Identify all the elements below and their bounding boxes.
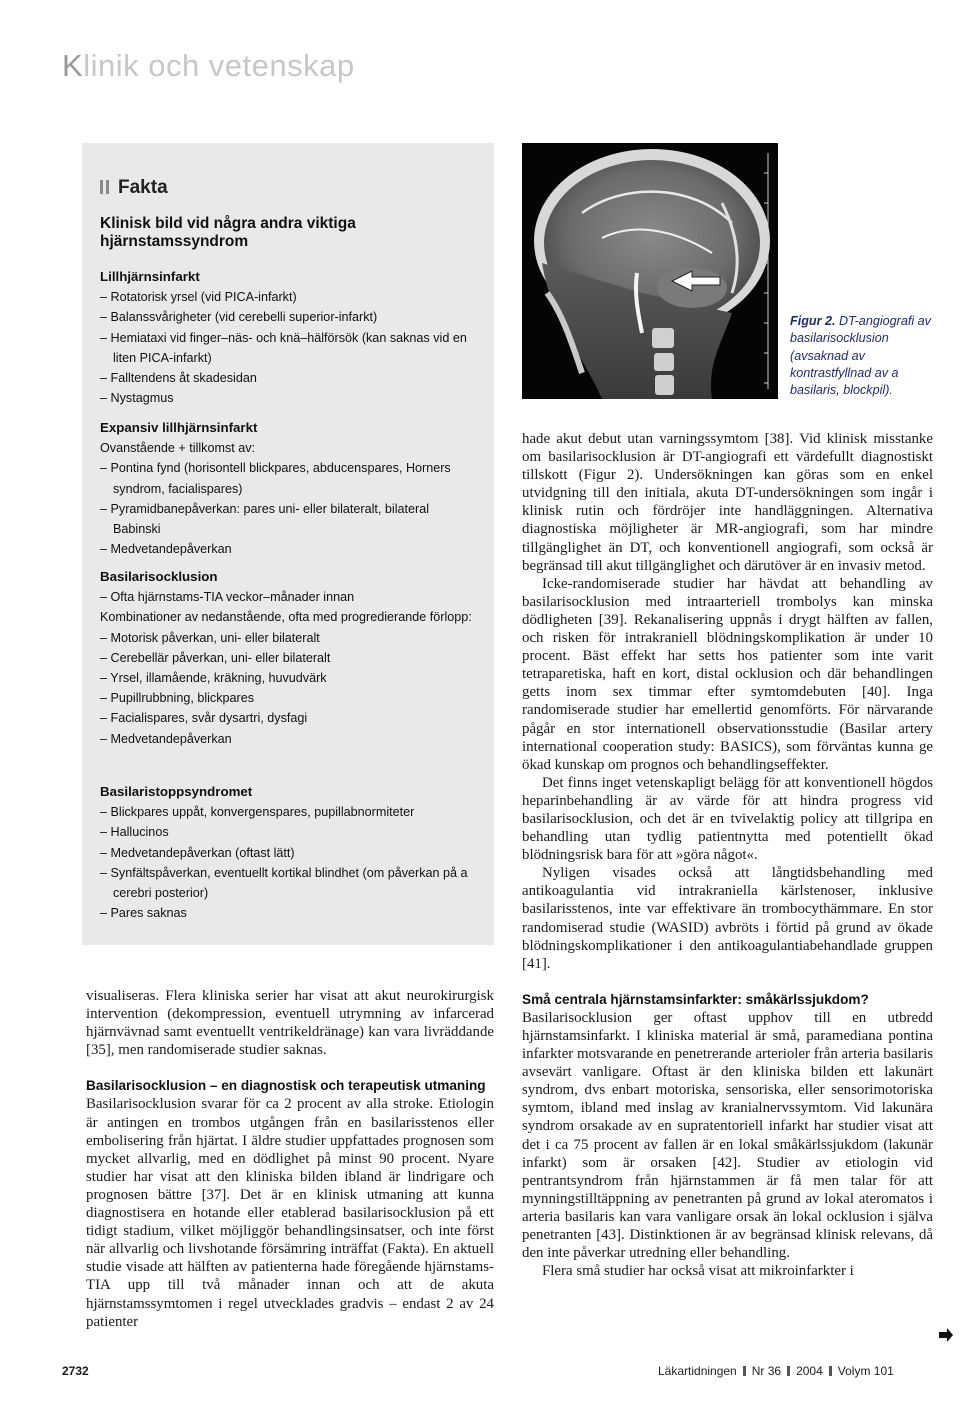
fact-section-heading: Expansiv lillhjärnsinfarkt (100, 420, 258, 435)
subheading: Små centrala hjärnstamsinfarkter: småkärlssjukdom? (522, 991, 869, 1007)
fact-label-text: Fakta (118, 177, 168, 198)
list-item: – Hallucinos (100, 822, 485, 842)
paragraph: Det finns inget vetenskapligt belägg för att konventionell högdos heparinbehandling är av värde för att hindra progress vid basilarisocklusion, och det är en tvivelaktig policy att tillgripa en behandling utan tydlig patientnytta med potentiellt ökad blödningsrisk bara för att »göra något«. (522, 774, 933, 864)
left-column-text (86, 987, 494, 1331)
separator (829, 1366, 832, 1376)
journal-footer (658, 1364, 894, 1378)
volume: Volym 101 (837, 1364, 894, 1378)
continue-arrow-icon (938, 1327, 954, 1343)
paragraph: visualiseras. Flera kliniska serier har visat att akut neurokirurgisk intervention (dekompression, eventuell utrymning av infarcerad hjärnvävnad samt eventuellt ventrikeldränage) kan vara livräddande [35], men randomiserade studier saknas. (86, 988, 494, 1059)
ct-angiography-image (522, 143, 778, 399)
figure-caption-text: DT-angiografi av basilarisocklusion (avsaknad av kontrastfyllnad av a basilaris, blockpil). (790, 314, 931, 398)
list-item: – Pupillrubbning, blickpares (100, 688, 485, 708)
list-item: – Hemiataxi vid finger–näs- och knä–hälförsök (kan saknas vid en liten PICA-infarkt) (100, 328, 468, 368)
fact-section-intro: Ovanstående + tillkomst av: (100, 441, 256, 456)
issue-number: Nr 36 (751, 1364, 782, 1378)
ct-scan-illustration (522, 143, 778, 399)
list-item: – Nystagmus (100, 388, 485, 408)
separator (743, 1366, 746, 1376)
list-item: – Facialispares, svår dysartri, dysfagi (100, 708, 485, 728)
paragraph: Basilarisocklusion svarar för ca 2 procent av alla stroke. Etiologin är antingen en trombos utgången från en basilarisstenos eller embolisering från hjärtat. I äldre studier uppfattades prognosen som mycket allvarlig, med en dödlighet på minst 90 procent. Nyare studier har visat att den kliniska bilden ibland är lindrigare och prognosen bättre [37]. Det är en klinisk utmaning att kunna diagnostisera en hotande eller etablerad basilarisocklusion på ett tidigt stadium, vilket möjliggör behandlingsinsatser, och inte först när allvarlig och livshotande försämring inträffat (Fakta). En aktuell studie visade att hälften av patienterna hade föregående hjärnstams-TIA upp till två månader innan och att de akuta hjärnstamssymtomen i regel utvecklades gradvis – endast 2 av 24 patienter (86, 1096, 494, 1330)
fact-section-basilaristopp (100, 782, 485, 923)
paragraph: Nyligen visades också att långtidsbehandling med antikoagulantia vid intrakraniella kärlstenoser, inklusive basilarisstenos, inte var effektivare än trombocythämmare. En stor randomiserad studie (WASID) avbröts i förtid på grund av ökade blödningskomplikationer i den antikoagulantiabehandlade gruppen [41]. (522, 865, 933, 972)
paragraph: Flera små studier har också visat att mikroinfarkter i (542, 1263, 854, 1280)
journal-name: Läkartidningen (658, 1364, 737, 1378)
fact-section-heading: Basilaristoppsyndromet (100, 784, 253, 799)
page-number: 2732 (62, 1364, 89, 1378)
fact-section-basilarisocklusion (100, 567, 485, 749)
list-item: – Pyramidbanepåverkan: pares uni- eller bilateralt, bilateral Babinski (100, 499, 473, 539)
fact-section-lillhjarnsinfarkt (100, 267, 485, 408)
section-header-rest: linik och vetenskap (83, 48, 355, 83)
list-item: – Ofta hjärnstams-TIA veckor–månader innan (100, 587, 485, 607)
list-item: – Rotatorisk yrsel (vid PICA-infarkt) (100, 287, 485, 307)
list-item: – Balanssvårigheter (vid cerebelli superior-infarkt) (100, 307, 485, 327)
fact-section-heading: Basilarisocklusion (100, 569, 218, 584)
section-header (62, 48, 355, 84)
year: 2004 (796, 1364, 823, 1378)
fact-box-title: Klinisk bild vid några andra viktiga hjärnstamssyndrom (100, 215, 356, 250)
figure-caption (790, 313, 940, 399)
paragraph: Icke-randomiserade studier har hävdat att behandling av basilarisocklusion med intraarteriell trombolys kan minska dödligheten [39]. Rekanalisering uppnås i drygt hälften av fallen, och risken för intrakraniell blödningskomplikation är under 10 procent. Bäst effekt har setts hos patienter som inte varit tetraparetiska, haft en kort, distal ocklusion och där behandlingen getts inom sex timmar efter symtomdebuten [40]. Inga randomiserade studier har emellertid genomförts. För närvarande pågår en stor internationell observationsstudie (Basilar artery international cooperation study: BASICS), som förväntas kunna ge ökad kunskap om prognos och behandlingseffekter. (522, 575, 933, 773)
list-item: – Motorisk påverkan, uni- eller bilateralt (100, 628, 485, 648)
list-item: – Medvetandepåverkan (100, 539, 485, 559)
list-item: – Pares saknas (100, 903, 485, 923)
section-header-initial: K (62, 48, 84, 83)
figure-label: Figur 2. (790, 314, 836, 328)
subheading: Basilarisocklusion – en diagnostisk och terapeutisk utmaning (86, 1078, 486, 1094)
list-item: – Synfältspåverkan, eventuellt kortikal blindhet (om påverkan på a cerebri posterior) (100, 863, 478, 903)
paragraph: hade akut debut utan varningssymtom [38]. Vid klinisk misstanke om basilarisocklusion är DT-angiografi ett värdefullt diagnostiskt tillskott (Figur 2). Undersökningen kan göras som en enkel utvidgning till den initiala, akuta DT-undersökningen som ingår i klinisk rutin och fördröjer inte handläggningen. Alternativa diagnostiska möjligheter är MR-angiografi, som har mindre tillgänglighet än DT, och konventionell angiografi, som också är begränsad till akut tillgänglighet och därutöver är en invasiv metod. (522, 431, 933, 574)
fact-section-heading: Lillhjärnsinfarkt (100, 269, 200, 284)
fact-bars-icon (100, 180, 110, 194)
list-item: – Yrsel, illamående, kräkning, huvudvärk (100, 668, 485, 688)
separator (787, 1366, 790, 1376)
list-item: – Medvetandepåverkan (oftast lätt) (100, 843, 485, 863)
fact-section-intro: Kombinationer av nedanstående, ofta med progredierande förlopp: (100, 610, 472, 625)
paragraph: Basilarisocklusion ger oftast upphov till en utbredd hjärnstamsinfarkt. I kliniska material är små, paramediana pontina infarkter motsvarande en penetrerande arterioler från arteria basilaris avsevärt vanligare. Oftast är den kliniska bilden ett lakunärt syndrom, dvs enbart motoriska, sensoriska, eller sensorimotoriska symtom, ibland med inslag av kranialnervssymtom. Vid lakunära syndrom orsakade av en supratentoriell infarkt har studier visat att det i ca 75 procent av fallen är en lokal småkärlssjukdom (lakunär infarkt) som är orsaken [42]. Studier av etiologin vid pentrantsyndrom från hjärnstammen är få men talar för att mynningstilltäppning av penetranten på grund av lokal ateromatos i arteria basilaris kan vara vanligare orsak än lokal ocklusion i själva penetranten [43]. Distinktionen är av begränsad klinisk relevans, då den inte påverkar utredning eller behandling. (522, 1009, 933, 1262)
list-item: – Blickpares uppåt, konvergenspares, pupillabnormiteter (100, 802, 485, 822)
list-item: – Pontina fynd (horisontell blickpares, abducenspares, Horners syndrom, facialispares) (100, 458, 483, 498)
fact-section-expansiv (100, 418, 485, 559)
list-item: – Falltendens åt skadesidan (100, 368, 485, 388)
right-column-text (522, 430, 933, 1280)
list-item: – Cerebellär påverkan, uni- eller bilateralt (100, 648, 485, 668)
fact-box-label (100, 177, 168, 199)
list-item: – Medvetandepåverkan (100, 729, 485, 749)
